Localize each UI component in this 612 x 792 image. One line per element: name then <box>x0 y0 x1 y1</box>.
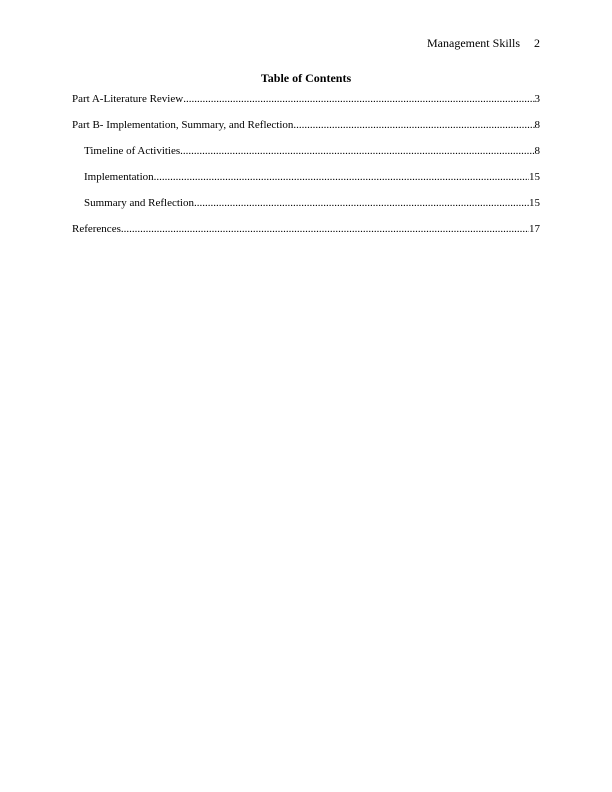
toc-entry-timeline[interactable] <box>72 144 540 170</box>
toc-entry-page: 8 <box>534 145 540 157</box>
toc-leader-dots <box>293 118 534 132</box>
table-of-contents <box>72 92 540 248</box>
toc-entry-summary-reflection[interactable] <box>72 196 540 222</box>
toc-entry-label: Part B- Implementation, Summary, and Reflection <box>72 119 294 131</box>
toc-entry-page: 15 <box>529 171 540 183</box>
toc-entry-label: Part A-Literature Review <box>72 93 184 105</box>
page-header <box>427 36 540 51</box>
toc-entry-implementation[interactable] <box>72 170 540 196</box>
toc-entry-label: Implementation <box>84 171 154 183</box>
toc-entry-label: Summary and Reflection <box>84 197 194 209</box>
toc-leader-dots <box>194 196 529 210</box>
toc-leader-dots <box>183 92 534 106</box>
toc-leader-dots <box>154 170 529 184</box>
toc-entry-page: 3 <box>534 93 540 105</box>
toc-title: Table of Contents <box>260 71 352 85</box>
toc-entry-page: 8 <box>534 119 540 131</box>
toc-entry-label: Timeline of Activities <box>84 145 181 157</box>
toc-leader-dots <box>121 222 529 236</box>
running-title: Management Skills <box>427 36 520 50</box>
page-number: 2 <box>534 36 540 50</box>
toc-entry-page: 17 <box>529 223 540 235</box>
toc-entry-part-a[interactable] <box>72 92 540 118</box>
toc-entry-part-b[interactable] <box>72 118 540 144</box>
toc-entry-page: 15 <box>529 197 540 209</box>
toc-entry-label: References <box>72 223 121 235</box>
toc-leader-dots <box>180 144 534 158</box>
toc-entry-references[interactable] <box>72 222 540 248</box>
